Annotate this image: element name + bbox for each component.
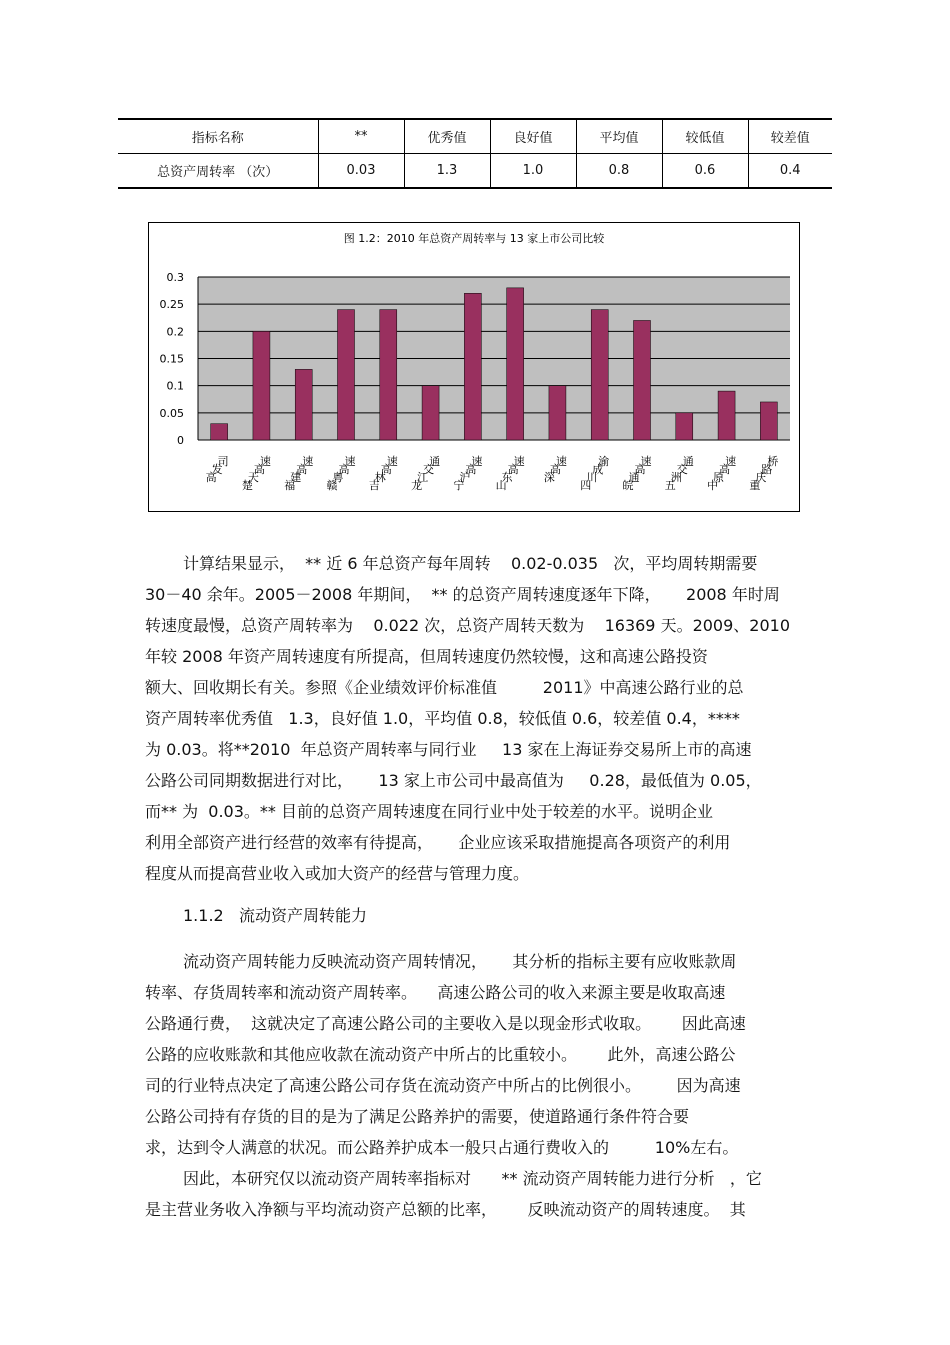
x-tick-label-char: 建 xyxy=(290,471,302,484)
x-tick-label-char: 四 xyxy=(580,479,592,492)
header-excellent: 优秀值 xyxy=(404,119,490,154)
x-tick-label-char: 赣 xyxy=(326,479,338,492)
text-line: 30－40 余年。2005－2008 年期间， ** 的总资产周转速度逐年下降， 2008 年时周 xyxy=(145,585,780,604)
x-tick-label-char: 速 xyxy=(725,455,737,468)
text-line: 年较 2008 年资产周转速度有所提高，但周转速度仍然较慢，这和高速公路投资 xyxy=(145,647,708,666)
x-tick-label-char: 桥 xyxy=(767,455,779,468)
cell-low: 0.6 xyxy=(662,154,748,189)
header-poor: 较差值 xyxy=(748,119,832,154)
x-tick-label-char: 发 xyxy=(211,463,223,476)
text-line: 而** 为 0.03。** 目前的总资产周转速度在同行业中处于较差的水平。说明企业 xyxy=(145,802,713,821)
text-line: 程度从而提高营业收入或加大资产的经营与管理力度。 xyxy=(145,864,530,883)
text-line: 为 0.03。将**2010 年总资产周转率与同行业 13 家在上海证券交易所上市的高速 xyxy=(145,740,752,759)
text-line: 资产周转率优秀值 1.3，良好值 1.0，平均值 0.8，较低值 0.6，较差值 0.4，**** xyxy=(145,709,740,728)
x-tick-label-char: 速 xyxy=(386,455,398,468)
cell-poor: 0.4 xyxy=(748,154,832,189)
x-tick-label-char: 高 xyxy=(634,463,646,476)
text-line: 转率、存货周转率和流动资产周转率。 高速公路公司的收入来源主要是收取高速 xyxy=(145,983,726,1002)
x-tick-label-char: 通 xyxy=(429,455,441,468)
x-tick-label-char: 高 xyxy=(465,463,477,476)
x-tick-label-char: 深 xyxy=(543,471,555,484)
bar-1 xyxy=(211,424,228,440)
x-tick-label-char: 龙 xyxy=(411,479,423,492)
header-good: 良好值 xyxy=(490,119,576,154)
x-tick-label-char: 原 xyxy=(713,471,725,484)
text-line: 公路公司持有存货的目的是为了满足公路养护的需要，使道路通行条件符合要 xyxy=(145,1107,690,1126)
indicator-table xyxy=(118,118,832,189)
x-tick-label-char: 重 xyxy=(749,479,761,492)
x-tick-label-char: 高 xyxy=(253,463,265,476)
x-tick-label-char: 高 xyxy=(296,463,308,476)
text-line: 利用全部资产进行经营的效率有待提高， 企业应该采取措施提高各项资产的利用 xyxy=(145,833,731,852)
x-tick-label-char: 江 xyxy=(417,471,429,484)
chart-title: 图 1.2：2010 年总资产周转率与 13 家上市公司比较 xyxy=(343,232,605,245)
x-tick-label-char: 洲 xyxy=(670,471,682,484)
bar-9 xyxy=(549,386,566,440)
paragraph-asset-turnover xyxy=(145,548,810,889)
cell-good: 1.0 xyxy=(490,154,576,189)
bar-5 xyxy=(380,310,397,440)
x-tick-label-char: 高 xyxy=(380,463,392,476)
x-tick-label-char: 沪 xyxy=(459,471,471,484)
bar-14 xyxy=(760,402,777,440)
x-tick-label-char: 通 xyxy=(628,471,640,484)
text-line: 司的行业特点决定了高速公路公司存货在流动资产中所占的比例很小。 因为高速 xyxy=(145,1076,741,1095)
y-tick-label: 0.05 xyxy=(159,406,184,420)
header-average: 平均值 xyxy=(576,119,662,154)
text-line: 公路通行费， 这就决定了高速公路公司的主要收入是以现金形式收取。 因此高速 xyxy=(145,1014,746,1033)
cell-average: 0.8 xyxy=(576,154,662,189)
x-tick-label-char: 交 xyxy=(423,463,435,476)
header-indicator-name: 指标名称 xyxy=(191,131,244,146)
x-tick-label-char: 路 xyxy=(761,463,773,476)
x-tick-label-char: 粤 xyxy=(332,471,344,484)
y-tick-label: 0.25 xyxy=(159,298,184,312)
x-tick-label-char: 通 xyxy=(682,455,694,468)
x-tick-label-char: 宁 xyxy=(453,479,465,492)
x-tick-label-char: 五 xyxy=(664,479,676,492)
y-tick-label: 0.3 xyxy=(166,271,184,284)
x-tick-label-char: 中 xyxy=(707,479,719,492)
x-tick-label-char: 速 xyxy=(259,455,271,468)
x-tick-label-char: 吉 xyxy=(368,479,380,492)
bar-6 xyxy=(422,386,439,440)
y-tick-label: 0.2 xyxy=(166,325,184,339)
bar-10 xyxy=(591,310,608,440)
x-tick-label-char: 高 xyxy=(205,471,217,484)
x-tick-label-char: 交 xyxy=(676,463,688,476)
text-line: 计算结果显示， ** 近 6 年总资产每年周转 0.02-0.035 次，平均周转期需要 xyxy=(183,554,758,573)
x-tick-label-char: 福 xyxy=(284,479,296,492)
table-row xyxy=(118,154,832,189)
turnover-bar-chart xyxy=(148,222,800,512)
x-tick-label-char: 高 xyxy=(719,463,731,476)
text-line: 转速度最慢，总资产周转率为 0.022 次，总资产周转天数为 16369 天。2009、2010 xyxy=(145,616,791,635)
x-tick-label-char: 东 xyxy=(501,471,513,484)
text-line: 公路的应收账款和其他应收款在流动资产中所占的比重较小。 此外，高速公路公 xyxy=(145,1045,736,1064)
x-tick-label-char: 高 xyxy=(338,463,350,476)
bar-12 xyxy=(676,413,693,440)
x-tick-label-char: 林 xyxy=(374,471,386,484)
bar-8 xyxy=(507,288,524,440)
text-line: 求，达到令人满意的状况。而公路养护成本一般只占通行费收入的 10%左右。 xyxy=(145,1138,739,1157)
text-line: 公路公司同期数据进行对比， 13 家上市公司中最高值为 0.28，最低值为 0.05， xyxy=(145,771,762,790)
x-tick-label-char: 速 xyxy=(302,455,314,468)
x-tick-label-char: 山 xyxy=(495,479,507,492)
x-tick-label-char: 速 xyxy=(471,455,483,468)
y-tick-label: 0.15 xyxy=(159,352,184,366)
bar-7 xyxy=(464,293,481,440)
x-tick-label-char: 高 xyxy=(507,463,519,476)
section-heading: 1.1.2 流动资产周转能力 xyxy=(183,906,367,925)
x-tick-label-char: 庆 xyxy=(755,471,767,484)
bar-13 xyxy=(718,391,735,440)
cell-indicator: 总资产周转率 （次） xyxy=(157,165,279,180)
bar-11 xyxy=(634,320,651,440)
x-tick-label-char: 皖 xyxy=(622,479,634,492)
x-tick-label-char: 天 xyxy=(247,471,259,484)
x-tick-label-char: 成 xyxy=(592,463,604,476)
x-tick-label-char: 速 xyxy=(344,455,356,468)
x-tick-label-char: 速 xyxy=(640,455,652,468)
text-line: 是主营业务收入净额与平均流动资产总额的比率， 反映流动资产的周转速度。 其 xyxy=(145,1200,746,1219)
x-tick-label-char: 高 xyxy=(549,463,561,476)
cell-excellent: 1.3 xyxy=(404,154,490,189)
bar-4 xyxy=(338,310,355,440)
x-tick-label-char: 渝 xyxy=(598,455,610,468)
cell-company: 0.03 xyxy=(318,154,404,189)
text-line: 额大、回收期长有关。参照《企业绩效评价标准值 2011》中高速公路行业的总 xyxy=(145,678,744,697)
table-header-row xyxy=(118,119,832,154)
text-line: 因此，本研究仅以流动资产周转率指标对 ** 流动资产周转能力进行分析 ，它 xyxy=(183,1169,762,1188)
y-tick-label: 0.1 xyxy=(166,379,184,393)
header-company: ** xyxy=(318,119,404,154)
x-tick-label-char: 楚 xyxy=(241,479,253,492)
bar-3 xyxy=(295,369,312,440)
bar-2 xyxy=(253,331,270,440)
header-low: 较低值 xyxy=(662,119,748,154)
x-tick-label-char: 司 xyxy=(217,455,229,468)
x-tick-label-char: 川 xyxy=(586,471,598,484)
paragraph-current-asset-turnover xyxy=(145,946,810,1225)
x-tick-label-char: 速 xyxy=(513,455,525,468)
text-line: 流动资产周转能力反映流动资产周转情况， 其分析的指标主要有应收账款周 xyxy=(183,952,737,971)
x-tick-label-char: 速 xyxy=(555,455,567,468)
y-tick-label: 0 xyxy=(177,434,184,447)
